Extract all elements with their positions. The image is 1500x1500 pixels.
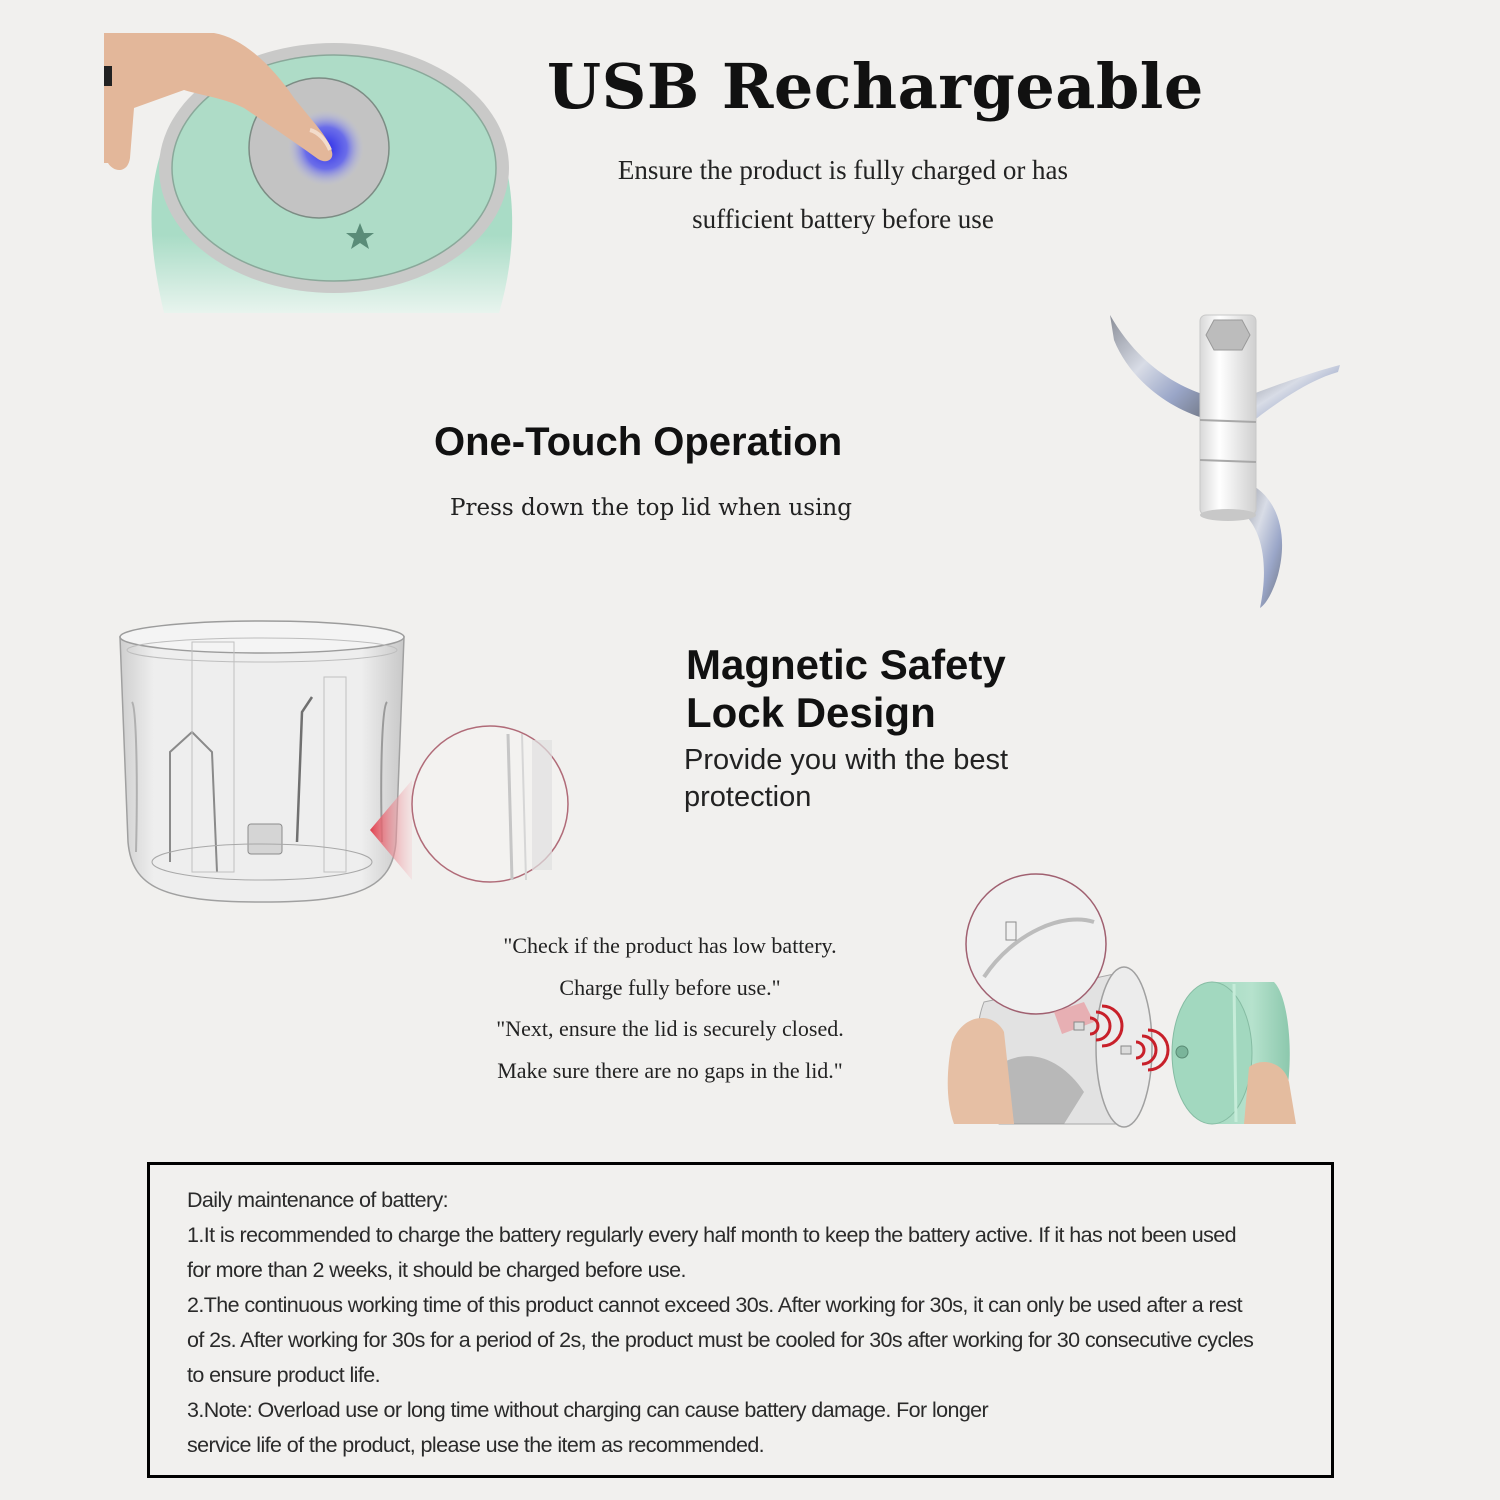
hands-attaching-lid-magnetic-signal-icon <box>944 862 1316 1130</box>
bowl-photo <box>112 612 582 912</box>
instruction-line: Make sure there are no gaps in the lid." <box>497 1057 843 1083</box>
magnetic-subtitle <box>684 742 1008 816</box>
usb-subtitle-line: sufficient battery before use <box>692 204 994 234</box>
maintenance-line: service life of the product, please use the item as recommended. <box>187 1433 765 1457</box>
usb-product-photo <box>104 28 544 318</box>
magnetic-subtitle-line: protection <box>684 781 812 813</box>
instruction-line: "Check if the product has low battery. <box>503 933 837 958</box>
usb-subtitle <box>560 146 1126 244</box>
maintenance-line: 2.The continuous working time of this product cannot exceed 30s. After working for 30s, it can only be used after a rest <box>187 1293 1242 1317</box>
blade-assembly-icon <box>1100 300 1350 610</box>
maintenance-line: to ensure product life. <box>187 1363 380 1387</box>
battery-maintenance-box <box>147 1162 1334 1478</box>
maintenance-line: for more than 2 weeks, it should be charged before use. <box>187 1258 686 1282</box>
instruction-line: "Next, ensure the lid is securely closed. <box>496 1016 844 1041</box>
blade-photo <box>1100 300 1350 610</box>
lid-attach-photo <box>944 862 1316 1130</box>
maintenance-line: of 2s. After working for 30s for a period of 2s, the product must be cooled for 30s after working for 30 consecutive cycles <box>187 1328 1254 1352</box>
maintenance-line: 1.It is recommended to charge the battery regularly every half month to keep the battery active. If it has not been used <box>187 1223 1237 1247</box>
usb-title: USB Rechargeable <box>547 50 1204 123</box>
transparent-bowl-with-magnifier-icon <box>112 612 582 912</box>
one-touch-subtitle: Press down the top lid when using <box>450 495 852 521</box>
maintenance-heading: Daily maintenance of battery: <box>187 1188 449 1212</box>
usage-instructions <box>440 925 900 1091</box>
one-touch-title: One-Touch Operation <box>434 420 843 464</box>
usb-subtitle-line: Ensure the product is fully charged or has <box>617 155 1069 185</box>
magnetic-title <box>686 641 1006 737</box>
finger-pressing-power-button-icon <box>104 28 544 318</box>
magnetic-subtitle-line: Provide you with the best <box>684 744 1009 776</box>
instruction-line: Charge fully before use." <box>559 974 781 1000</box>
magnetic-title-line: Lock Design <box>686 689 936 736</box>
maintenance-line: 3.Note: Overload use or long time without charging can cause battery damage. For longer <box>187 1398 989 1422</box>
magnetic-title-line: Magnetic Safety <box>686 641 1006 688</box>
